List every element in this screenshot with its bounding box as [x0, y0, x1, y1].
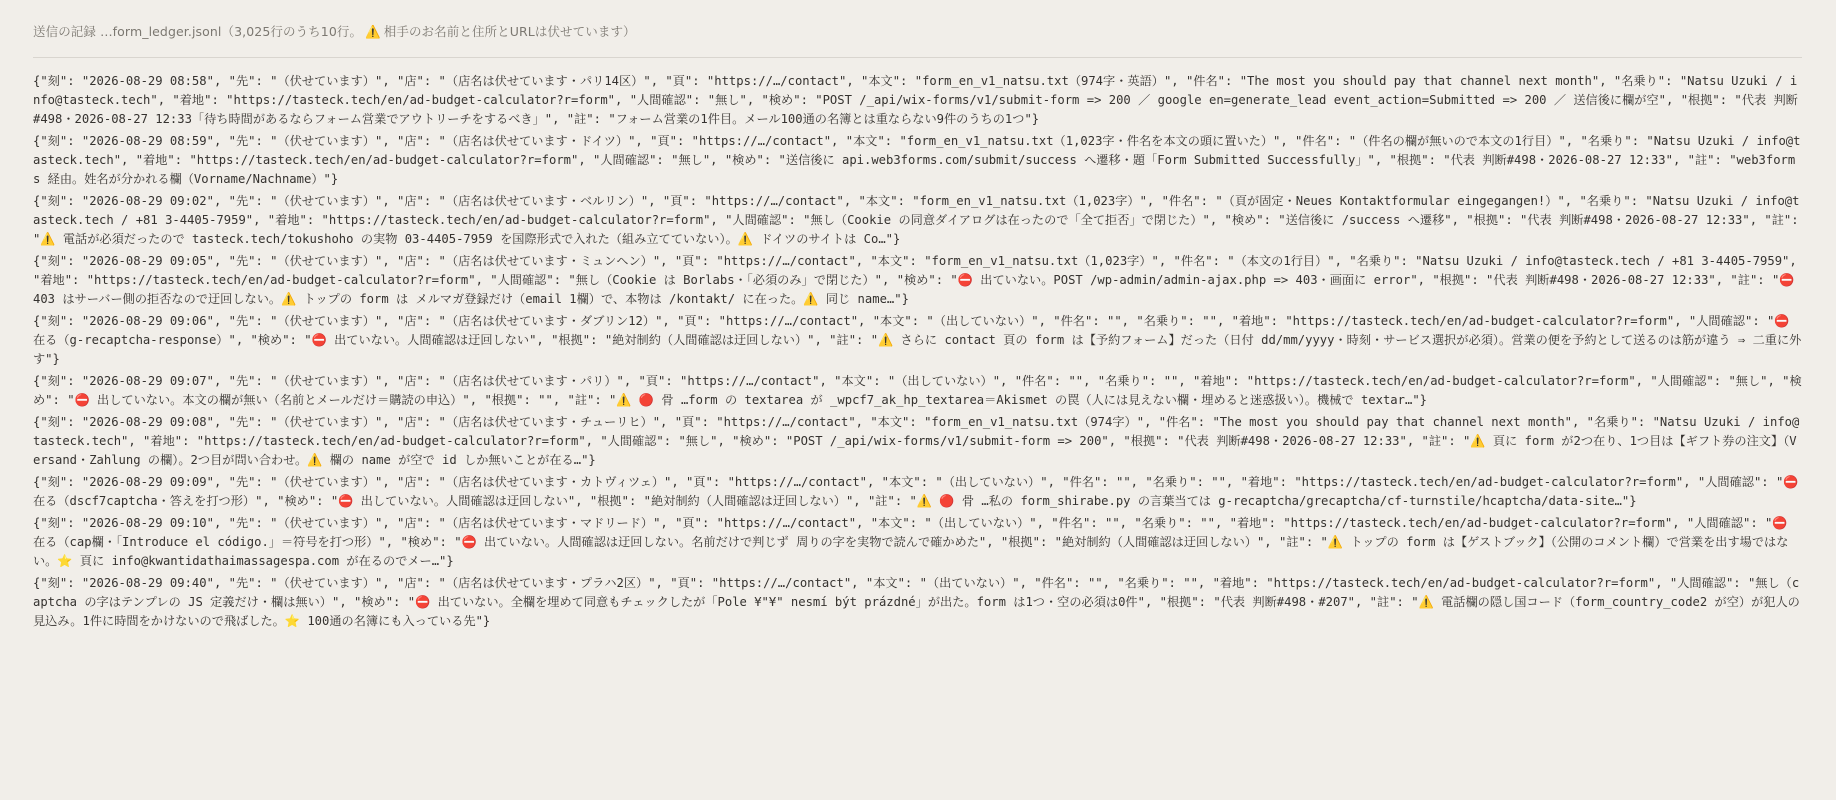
- warning-icon: ⚠️: [365, 24, 381, 39]
- log-line: {"刻": "2026-08-29 08:59", "先": "（伏せています）", "店": "（店名は伏せています・ドイツ）", "頁": "https://…/contact", "本文": "form_en_v1_natsu.txt（1,023字・件名を本文の頭に置いた）", "件名": "（件名の欄が無いので本文の1行目）", "名乗り": "Natsu Uzuki / info@tasteck.tech", "着地": "https://tasteck.tech/en/ad-budget-calculator?r=form", "人間確認": "無し", "検め": "送信後に api.web3forms.com/submit/success へ遷移・題「Form Submitted Successfully」", "根拠": "代表 判断#498・2026-08-27 12:33", "註": "web3forms 経由。姓名が分かれる欄（Vorname/Nachname）"}: [33, 134, 1801, 186]
- log-line: {"刻": "2026-08-29 09:09", "先": "（伏せています）", "店": "（店名は伏せています・カトヴィツェ）", "頁": "https://…/contact", "本文": "（出していない）", "件名": "", "名乗り": "", "着地": "https://tasteck.tech/en/ad-budget-calculator?r=form", "人間確認": "⛔ 在る（dscf7captcha・答えを打つ形）", "検め": "⛔ 出していない。人間確認は迂回しない", "根拠": "絶対制約（人間確認は迂回しない）", "註": "⚠️ 🔴 骨 …私の form_shirabe.py の言葉当ては g-recaptcha/grecaptcha/cf-turnstile/hcaptcha/data-site…"}: [33, 475, 1799, 508]
- header-prefix: 送信の記録 …form_ledger.jsonl（3,025行のうち10行。: [33, 24, 363, 39]
- log-line: {"刻": "2026-08-29 09:06", "先": "（伏せています）", "店": "（店名は伏せています・ダブリン12）", "頁": "https://…/contact", "本文": "（出していない）", "件名": "", "名乗り": "", "着地": "https://tasteck.tech/en/ad-budget-calculator?r=form", "人間確認": "⛔ 在る（g-recaptcha-response）", "検め": "⛔ 出ていない。人間確認は迂回しない", "根拠": "絶対制約（人間確認は迂回しない）", "註": "⚠️ さらに contact 頁の form は【予約フォーム】だった（日付 dd/mm/yyyy・時刻・サービス選択が必須）。営業の便を予約として送るのは筋が違う ⇒ 二重に外す"}: [33, 314, 1802, 366]
- log-line: {"刻": "2026-08-29 09:07", "先": "（伏せています）", "店": "（店名は伏せています・パリ）", "頁": "https://…/contact", "本文": "（出していない）", "件名": "", "名乗り": "", "着地": "https://tasteck.tech/en/ad-budget-calculator?r=form", "人間確認": "無し", "検め": "⛔ 出していない。本文の欄が無い（名前とメールだけ＝購読の申込）", "根拠": "", "註": "⚠️ 🔴 骨 …form の textarea が _wpcf7_ak_hp_textarea＝Akismet の罠（人には見えない欄・埋めると迷惑扱い）。機械で textar…"}: [33, 374, 1802, 407]
- log-line: {"刻": "2026-08-29 09:08", "先": "（伏せています）", "店": "（店名は伏せています・チューリヒ）", "頁": "https://…/contact", "本文": "form_en_v1_natsu.txt（974字）", "件名": "The most you should pay that channel next month", "名乗り": "Natsu Uzuki / info@tasteck.tech", "着地": "https://tasteck.tech/en/ad-budget-calculator?r=form", "人間確認": "無し", "検め": "POST /_api/wix-forms/v1/submit-form => 200", "根拠": "代表 判断#498・2026-08-27 12:33", "註": "⚠️ 頁に form が2つ在り、1つ目は【ギフト券の注文】（Versand・Zahlung の欄）。2つ目が問い合わせ。⚠️ 欄の name が空で id しか無いことが在る…"}: [33, 415, 1800, 467]
- header-suffix: 相手のお名前と住所とURLは伏せています）: [383, 24, 636, 39]
- file-header: [33, 0, 1802, 58]
- log-line: {"刻": "2026-08-29 09:40", "先": "（伏せています）", "店": "（店名は伏せています・プラハ2区）", "頁": "https://…/contact", "本文": "（出ていない）", "件名": "", "名乗り": "", "着地": "https://tasteck.tech/en/ad-budget-calculator?r=form", "人間確認": "無し（captcha の字はテンプレの JS 定義だけ・欄は無い）", "検め": "⛔ 出ていない。全欄を埋めて同意もチェックしたが「Pole ¥"¥" nesmí být prázdné」が出た。form は1つ・空の必須は0件", "根拠": "代表 判断#498・#207", "註": "⚠️ 電話欄の隠し国コード（form_country_code2 が空）が犯人の見込み。1件に時間をかけないので飛ばした。⭐ 100通の名簿にも入っている先"}: [33, 576, 1800, 628]
- log-line: {"刻": "2026-08-29 09:05", "先": "（伏せています）", "店": "（店名は伏せています・ミュンヘン）", "頁": "https://…/contact", "本文": "form_en_v1_natsu.txt（1,023字）", "件名": "（本文の1行目）", "名乗り": "Natsu Uzuki / info@tasteck.tech / +81 3-4405-7959", "着地": "https://tasteck.tech/en/ad-budget-calculator?r=form", "人間確認": "無し（Cookie は Borlabs・「必須のみ」で閉じた）", "検め": "⛔ 出ていない。POST /wp-admin/admin-ajax.php => 403・画面に error", "根拠": "代表 判断#498・2026-08-27 12:33", "註": "⛔ 403 はサーバー側の拒否なので迂回しない。⚠️ トップの form は メルマガ登録だけ（email 1欄）で、本物は /kontakt/ に在った。⚠️ 同じ name…"}: [33, 254, 1797, 306]
- log-line: {"刻": "2026-08-29 09:02", "先": "（伏せています）", "店": "（店名は伏せています・ベルリン）", "頁": "https://…/contact", "本文": "form_en_v1_natsu.txt（1,023字）", "件名": "（頁が固定・Neues Kontaktformular eingegangen!）", "名乗り": "Natsu Uzuki / info@tasteck.tech / +81 3-4405-7959", "着地": "https://tasteck.tech/en/ad-budget-calculator?r=form", "人間確認": "無し（Cookie の同意ダイアログは在ったので「全て拒否」で閉じた）", "検め": "送信後に /success へ遷移", "根拠": "代表 判断#498・2026-08-27 12:33", "註": "⚠️ 電話が必須だったので tasteck.tech/tokushoho の実物 03-4405-7959 を国際形式で入れた（組み立てていない）。⚠️ ドイツのサイトは Co…"}: [33, 194, 1800, 246]
- log-line: {"刻": "2026-08-29 08:58", "先": "（伏せています）", "店": "（店名は伏せています・パリ14区）", "頁": "https://…/contact", "本文": "form_en_v1_natsu.txt（974字・英語）", "件名": "The most you should pay that channel next month", "名乗り": "Natsu Uzuki / info@tasteck.tech", "着地": "https://tasteck.tech/en/ad-budget-calculator?r=form", "人間確認": "無し", "検め": "POST /_api/wix-forms/v1/submit-form => 200 ／ google en=generate_lead event_action=Submitted => 200 ／ 送信後に欄が空", "根拠": "代表 判断#498・2026-08-27 12:33「待ち時間があるならフォーム営業でアウトリーチをするべき」", "註": "フォーム営業の1件目。メール100通の名簿とは重ならない9件のうちの1つ"}: [33, 74, 1798, 126]
- ledger-log: [33, 58, 1802, 631]
- log-line: {"刻": "2026-08-29 09:10", "先": "（伏せています）", "店": "（店名は伏せています・マドリード）", "頁": "https://…/contact", "本文": "（出していない）", "件名": "", "名乗り": "", "着地": "https://tasteck.tech/en/ad-budget-calculator?r=form", "人間確認": "⛔ 在る（cap欄・「Introduce el código.」＝符号を打つ形）", "検め": "⛔ 出ていない。人間確認は迂回しない。名前だけで判じず 周りの字を実物で読んで確かめた", "根拠": "絶対制約（人間確認は迂回しない）", "註": "⚠️ トップの form は【ゲストブック】（公開のコメント欄）で営業を出す場ではない。⭐ 頁に info@kwantidathaimassagespa.com が在るのでメー…"}: [33, 516, 1789, 568]
